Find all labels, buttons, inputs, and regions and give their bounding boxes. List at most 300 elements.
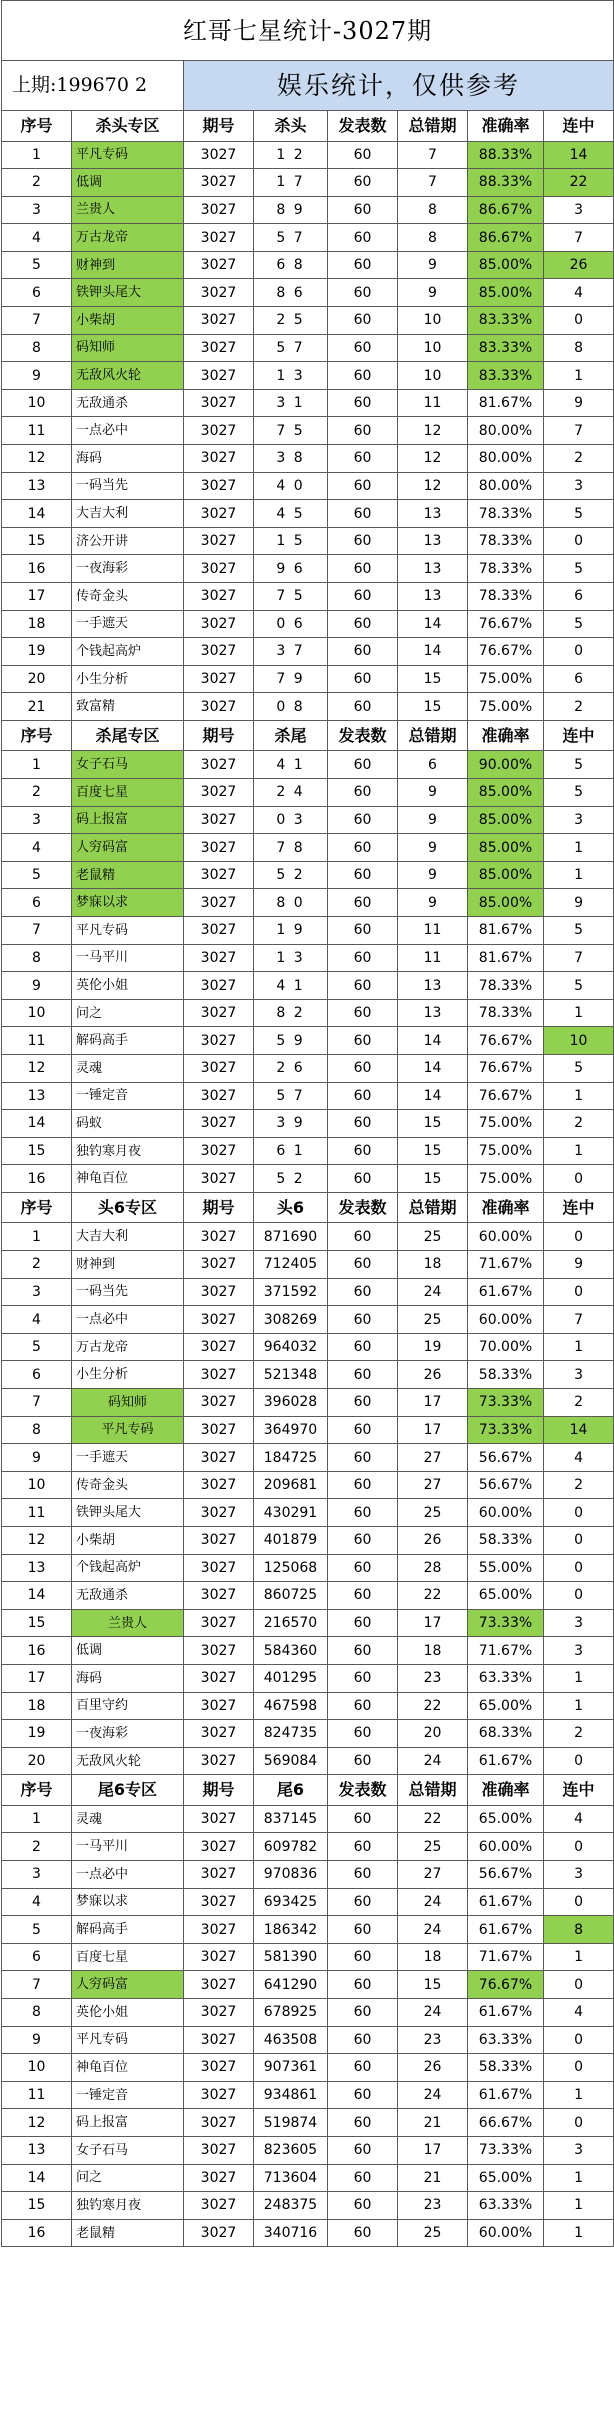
table-row (2, 779, 614, 807)
table-row (2, 1027, 614, 1055)
cell-period: 3027 (184, 527, 254, 555)
cell-period: 3027 (184, 251, 254, 279)
cell-period: 3027 (184, 917, 254, 945)
cell-pick: 0 8 (254, 693, 328, 721)
cell-streak: 5 (544, 555, 614, 583)
cell-pick: 678925 (254, 1999, 328, 2027)
cell-no: 6 (2, 1943, 72, 1971)
cell-name: 兰贵人 (72, 196, 184, 224)
cell-no: 14 (2, 1582, 72, 1610)
cell-no: 1 (2, 141, 72, 169)
table-row (2, 362, 614, 390)
cell-period: 3027 (184, 445, 254, 473)
cell-total: 60 (328, 307, 398, 335)
cell-wrong: 13 (398, 972, 468, 1000)
table-row (2, 2219, 614, 2247)
cell-wrong: 17 (398, 2136, 468, 2164)
cell-period: 3027 (184, 1082, 254, 1110)
cell-wrong: 20 (398, 1720, 468, 1748)
cell-wrong: 25 (398, 2219, 468, 2247)
cell-total: 60 (328, 889, 398, 917)
cell-streak: 0 (544, 2109, 614, 2137)
cell-total: 60 (328, 665, 398, 693)
cell-no: 1 (2, 1223, 72, 1251)
table-row (2, 1082, 614, 1110)
cell-streak: 2 (544, 1471, 614, 1499)
cell-total: 60 (328, 1664, 398, 1692)
cell-period: 3027 (184, 141, 254, 169)
cell-name: 解码高手 (72, 1027, 184, 1055)
cell-name: 一锤定音 (72, 2081, 184, 2109)
cell-no: 2 (2, 779, 72, 807)
cell-total: 60 (328, 1971, 398, 1999)
cell-no: 5 (2, 861, 72, 889)
cell-streak: 5 (544, 751, 614, 779)
cell-no: 3 (2, 806, 72, 834)
cell-total: 60 (328, 972, 398, 1000)
table-row (2, 1692, 614, 1720)
cell-no: 6 (2, 889, 72, 917)
cell-no: 9 (2, 972, 72, 1000)
cell-no: 9 (2, 362, 72, 390)
cell-total: 60 (328, 1165, 398, 1193)
cell-wrong: 26 (398, 1527, 468, 1555)
cell-rate: 73.33% (468, 1416, 544, 1444)
cell-no: 3 (2, 1278, 72, 1306)
cell-total: 60 (328, 2081, 398, 2109)
cell-pick: 5 2 (254, 861, 328, 889)
cell-rate: 63.33% (468, 1664, 544, 1692)
cell-pick: 1 9 (254, 917, 328, 945)
cell-wrong: 21 (398, 2109, 468, 2137)
cell-rate: 76.67% (468, 1027, 544, 1055)
cell-no: 12 (2, 1527, 72, 1555)
cell-wrong: 24 (398, 2081, 468, 2109)
cell-streak: 0 (544, 1278, 614, 1306)
cell-wrong: 12 (398, 445, 468, 473)
header-col-name: 杀尾专区 (72, 720, 184, 751)
cell-period: 3027 (184, 2136, 254, 2164)
table-row (2, 1471, 614, 1499)
cell-no: 15 (2, 2192, 72, 2220)
cell-total: 60 (328, 2136, 398, 2164)
cell-rate: 58.33% (468, 1527, 544, 1555)
cell-pick: 8 9 (254, 196, 328, 224)
cell-wrong: 14 (398, 610, 468, 638)
cell-total: 60 (328, 2219, 398, 2247)
cell-streak: 0 (544, 1499, 614, 1527)
cell-pick: 712405 (254, 1251, 328, 1279)
cell-wrong: 25 (398, 1833, 468, 1861)
cell-total: 60 (328, 638, 398, 666)
cell-rate: 83.33% (468, 307, 544, 335)
cell-no: 10 (2, 1471, 72, 1499)
table-row (2, 1361, 614, 1389)
cell-rate: 63.33% (468, 2192, 544, 2220)
cell-period: 3027 (184, 1888, 254, 1916)
cell-name: 灵魂 (72, 1805, 184, 1833)
cell-no: 13 (2, 1554, 72, 1582)
cell-total: 60 (328, 1278, 398, 1306)
cell-rate: 73.33% (468, 1389, 544, 1417)
cell-period: 3027 (184, 362, 254, 390)
cell-streak: 0 (544, 1971, 614, 1999)
cell-rate: 73.33% (468, 2136, 544, 2164)
cell-pick: 7 5 (254, 417, 328, 445)
cell-wrong: 15 (398, 1971, 468, 1999)
table-row (2, 1306, 614, 1334)
cell-period: 3027 (184, 972, 254, 1000)
cell-name: 财神到 (72, 251, 184, 279)
cell-name: 济公开讲 (72, 527, 184, 555)
header-col-wrong: 总错期 (398, 1775, 468, 1806)
cell-pick: 248375 (254, 2192, 328, 2220)
table-row (2, 1609, 614, 1637)
cell-pick: 308269 (254, 1306, 328, 1334)
table-row (2, 224, 614, 252)
cell-pick: 4 1 (254, 972, 328, 1000)
table-row (2, 1165, 614, 1193)
table-row (2, 861, 614, 889)
cell-pick: 6 8 (254, 251, 328, 279)
cell-streak: 2 (544, 1110, 614, 1138)
cell-rate: 65.00% (468, 1805, 544, 1833)
cell-wrong: 13 (398, 583, 468, 611)
cell-no: 8 (2, 1999, 72, 2027)
cell-total: 60 (328, 1720, 398, 1748)
cell-no: 7 (2, 1389, 72, 1417)
cell-period: 3027 (184, 196, 254, 224)
cell-wrong: 14 (398, 638, 468, 666)
cell-name: 码知师 (72, 334, 184, 362)
table-row (2, 2026, 614, 2054)
cell-rate: 80.00% (468, 472, 544, 500)
cell-rate: 85.00% (468, 251, 544, 279)
cell-period: 3027 (184, 806, 254, 834)
cell-name: 一点必中 (72, 417, 184, 445)
cell-streak: 5 (544, 610, 614, 638)
header-col-name: 头6专区 (72, 1192, 184, 1223)
cell-name: 码知师 (72, 1389, 184, 1417)
cell-wrong: 9 (398, 889, 468, 917)
cell-wrong: 17 (398, 1389, 468, 1417)
cell-streak: 0 (544, 2026, 614, 2054)
cell-wrong: 24 (398, 1888, 468, 1916)
cell-wrong: 11 (398, 389, 468, 417)
cell-no: 1 (2, 1805, 72, 1833)
cell-rate: 60.00% (468, 1223, 544, 1251)
cell-no: 9 (2, 1444, 72, 1472)
cell-total: 60 (328, 2192, 398, 2220)
table-row (2, 665, 614, 693)
cell-no: 16 (2, 555, 72, 583)
cell-rate: 75.00% (468, 1110, 544, 1138)
cell-period: 3027 (184, 169, 254, 197)
table-row (2, 279, 614, 307)
table-row (2, 1637, 614, 1665)
cell-name: 低调 (72, 1637, 184, 1665)
header-col-total: 发表数 (328, 1192, 398, 1223)
cell-pick: 837145 (254, 1805, 328, 1833)
cell-no: 11 (2, 1027, 72, 1055)
cell-period: 3027 (184, 1582, 254, 1610)
cell-no: 8 (2, 944, 72, 972)
cell-period: 3027 (184, 999, 254, 1027)
cell-rate: 86.67% (468, 224, 544, 252)
cell-streak: 1 (544, 999, 614, 1027)
cell-wrong: 15 (398, 665, 468, 693)
cell-no: 5 (2, 251, 72, 279)
cell-pick: 396028 (254, 1389, 328, 1417)
cell-period: 3027 (184, 1943, 254, 1971)
cell-streak: 1 (544, 1333, 614, 1361)
cell-streak: 0 (544, 1527, 614, 1555)
cell-pick: 693425 (254, 1888, 328, 1916)
cell-wrong: 10 (398, 362, 468, 390)
cell-name: 传奇金头 (72, 583, 184, 611)
table-row (2, 307, 614, 335)
cell-total: 60 (328, 2109, 398, 2137)
cell-pick: 7 9 (254, 665, 328, 693)
table-row (2, 917, 614, 945)
cell-streak: 3 (544, 1361, 614, 1389)
cell-total: 60 (328, 1306, 398, 1334)
cell-period: 3027 (184, 1916, 254, 1944)
cell-period: 3027 (184, 1444, 254, 1472)
cell-pick: 401295 (254, 1664, 328, 1692)
cell-rate: 58.33% (468, 2054, 544, 2082)
cell-wrong: 11 (398, 944, 468, 972)
cell-rate: 61.67% (468, 1888, 544, 1916)
cell-streak: 0 (544, 638, 614, 666)
table-row (2, 334, 614, 362)
cell-no: 16 (2, 2219, 72, 2247)
cell-wrong: 13 (398, 999, 468, 1027)
cell-total: 60 (328, 417, 398, 445)
cell-no: 15 (2, 527, 72, 555)
cell-name: 老鼠精 (72, 861, 184, 889)
cell-name: 百度七星 (72, 779, 184, 807)
cell-wrong: 19 (398, 1333, 468, 1361)
cell-pick: 7 5 (254, 583, 328, 611)
cell-pick: 907361 (254, 2054, 328, 2082)
cell-pick: 609782 (254, 1833, 328, 1861)
cell-rate: 85.00% (468, 779, 544, 807)
cell-total: 60 (328, 779, 398, 807)
cell-wrong: 26 (398, 1361, 468, 1389)
cell-period: 3027 (184, 1971, 254, 1999)
cell-name: 万古龙帝 (72, 224, 184, 252)
cell-rate: 71.67% (468, 1943, 544, 1971)
cell-rate: 70.00% (468, 1333, 544, 1361)
cell-rate: 65.00% (468, 1582, 544, 1610)
cell-wrong: 22 (398, 1692, 468, 1720)
table-row (2, 472, 614, 500)
table-row (2, 1333, 614, 1361)
table-row (2, 1833, 614, 1861)
cell-rate: 55.00% (468, 1554, 544, 1582)
cell-total: 60 (328, 861, 398, 889)
cell-streak: 6 (544, 665, 614, 693)
cell-period: 3027 (184, 2219, 254, 2247)
cell-name: 一手遮天 (72, 610, 184, 638)
stats-table (1, 0, 614, 2247)
cell-name: 英伦小姐 (72, 1999, 184, 2027)
table-row (2, 693, 614, 721)
cell-wrong: 14 (398, 1055, 468, 1083)
cell-wrong: 26 (398, 2054, 468, 2082)
cell-no: 16 (2, 1637, 72, 1665)
cell-no: 7 (2, 307, 72, 335)
cell-name: 大吉大利 (72, 1223, 184, 1251)
cell-no: 6 (2, 1361, 72, 1389)
table-row (2, 1223, 614, 1251)
cell-wrong: 24 (398, 1278, 468, 1306)
cell-streak: 3 (544, 196, 614, 224)
cell-total: 60 (328, 834, 398, 862)
cell-no: 8 (2, 1416, 72, 1444)
cell-name: 致富精 (72, 693, 184, 721)
cell-pick: 584360 (254, 1637, 328, 1665)
cell-total: 60 (328, 1223, 398, 1251)
cell-wrong: 6 (398, 751, 468, 779)
cell-rate: 78.33% (468, 972, 544, 1000)
cell-streak: 4 (544, 1444, 614, 1472)
cell-rate: 60.00% (468, 2219, 544, 2247)
cell-rate: 76.67% (468, 610, 544, 638)
header-col-total: 发表数 (328, 111, 398, 142)
cell-rate: 81.67% (468, 389, 544, 417)
cell-wrong: 27 (398, 1444, 468, 1472)
cell-no: 6 (2, 279, 72, 307)
cell-no: 4 (2, 834, 72, 862)
header-col-pick: 尾6 (254, 1775, 328, 1806)
table-row (2, 1055, 614, 1083)
table-row (2, 2192, 614, 2220)
cell-pick: 6 1 (254, 1137, 328, 1165)
cell-total: 60 (328, 1861, 398, 1889)
cell-no: 5 (2, 1916, 72, 1944)
cell-period: 3027 (184, 2054, 254, 2082)
cell-period: 3027 (184, 1999, 254, 2027)
cell-total: 60 (328, 1527, 398, 1555)
cell-total: 60 (328, 1747, 398, 1775)
cell-wrong: 25 (398, 1499, 468, 1527)
cell-rate: 61.67% (468, 1747, 544, 1775)
cell-rate: 71.67% (468, 1251, 544, 1279)
cell-no: 18 (2, 610, 72, 638)
cell-name: 一手遮天 (72, 1444, 184, 1472)
table-row (2, 889, 614, 917)
header-col-no: 序号 (2, 1192, 72, 1223)
cell-pick: 0 3 (254, 806, 328, 834)
cell-streak: 0 (544, 1554, 614, 1582)
cell-no: 16 (2, 1165, 72, 1193)
cell-wrong: 22 (398, 1805, 468, 1833)
cell-name: 一点必中 (72, 1306, 184, 1334)
cell-rate: 78.33% (468, 500, 544, 528)
cell-no: 11 (2, 2081, 72, 2109)
cell-streak: 9 (544, 1251, 614, 1279)
cell-pick: 569084 (254, 1747, 328, 1775)
table-row (2, 1747, 614, 1775)
table-row (2, 972, 614, 1000)
cell-pick: 970836 (254, 1861, 328, 1889)
cell-pick: 186342 (254, 1916, 328, 1944)
cell-streak: 6 (544, 583, 614, 611)
cell-name: 问之 (72, 2164, 184, 2192)
cell-pick: 964032 (254, 1333, 328, 1361)
cell-no: 3 (2, 196, 72, 224)
cell-pick: 1 2 (254, 141, 328, 169)
cell-period: 3027 (184, 2164, 254, 2192)
cell-total: 60 (328, 583, 398, 611)
cell-wrong: 21 (398, 2164, 468, 2192)
cell-pick: 519874 (254, 2109, 328, 2137)
cell-total: 60 (328, 1110, 398, 1138)
cell-rate: 76.67% (468, 1971, 544, 1999)
cell-streak: 0 (544, 2054, 614, 2082)
cell-wrong: 10 (398, 307, 468, 335)
table-row (2, 1444, 614, 1472)
cell-wrong: 10 (398, 334, 468, 362)
table-row (2, 1389, 614, 1417)
table-row (2, 1999, 614, 2027)
cell-no: 11 (2, 1499, 72, 1527)
cell-pick: 1 5 (254, 527, 328, 555)
table-row (2, 1888, 614, 1916)
cell-name: 小柴胡 (72, 1527, 184, 1555)
cell-pick: 4 1 (254, 751, 328, 779)
table-row (2, 1137, 614, 1165)
cell-name: 码蚁 (72, 1110, 184, 1138)
table-row (2, 583, 614, 611)
cell-total: 60 (328, 1943, 398, 1971)
header-col-streak: 连中 (544, 111, 614, 142)
cell-pick: 641290 (254, 1971, 328, 1999)
cell-streak: 10 (544, 1027, 614, 1055)
cell-rate: 56.67% (468, 1444, 544, 1472)
cell-no: 15 (2, 1609, 72, 1637)
table-row (2, 417, 614, 445)
cell-rate: 56.67% (468, 1471, 544, 1499)
cell-streak: 4 (544, 279, 614, 307)
cell-wrong: 13 (398, 500, 468, 528)
cell-wrong: 24 (398, 1999, 468, 2027)
cell-total: 60 (328, 279, 398, 307)
cell-total: 60 (328, 806, 398, 834)
cell-name: 码上报富 (72, 2109, 184, 2137)
cell-no: 7 (2, 917, 72, 945)
cell-pick: 401879 (254, 1527, 328, 1555)
cell-streak: 9 (544, 889, 614, 917)
cell-wrong: 13 (398, 527, 468, 555)
cell-total: 60 (328, 472, 398, 500)
table-row (2, 389, 614, 417)
cell-wrong: 9 (398, 279, 468, 307)
cell-rate: 65.00% (468, 2164, 544, 2192)
cell-period: 3027 (184, 1278, 254, 1306)
cell-streak: 2 (544, 1389, 614, 1417)
cell-period: 3027 (184, 1251, 254, 1279)
cell-pick: 5 7 (254, 224, 328, 252)
cell-name: 铁钾头尾大 (72, 1499, 184, 1527)
cell-name: 梦寐以求 (72, 889, 184, 917)
cell-rate: 81.67% (468, 944, 544, 972)
cell-name: 一码当先 (72, 472, 184, 500)
cell-total: 60 (328, 1916, 398, 1944)
table-row (2, 2136, 614, 2164)
